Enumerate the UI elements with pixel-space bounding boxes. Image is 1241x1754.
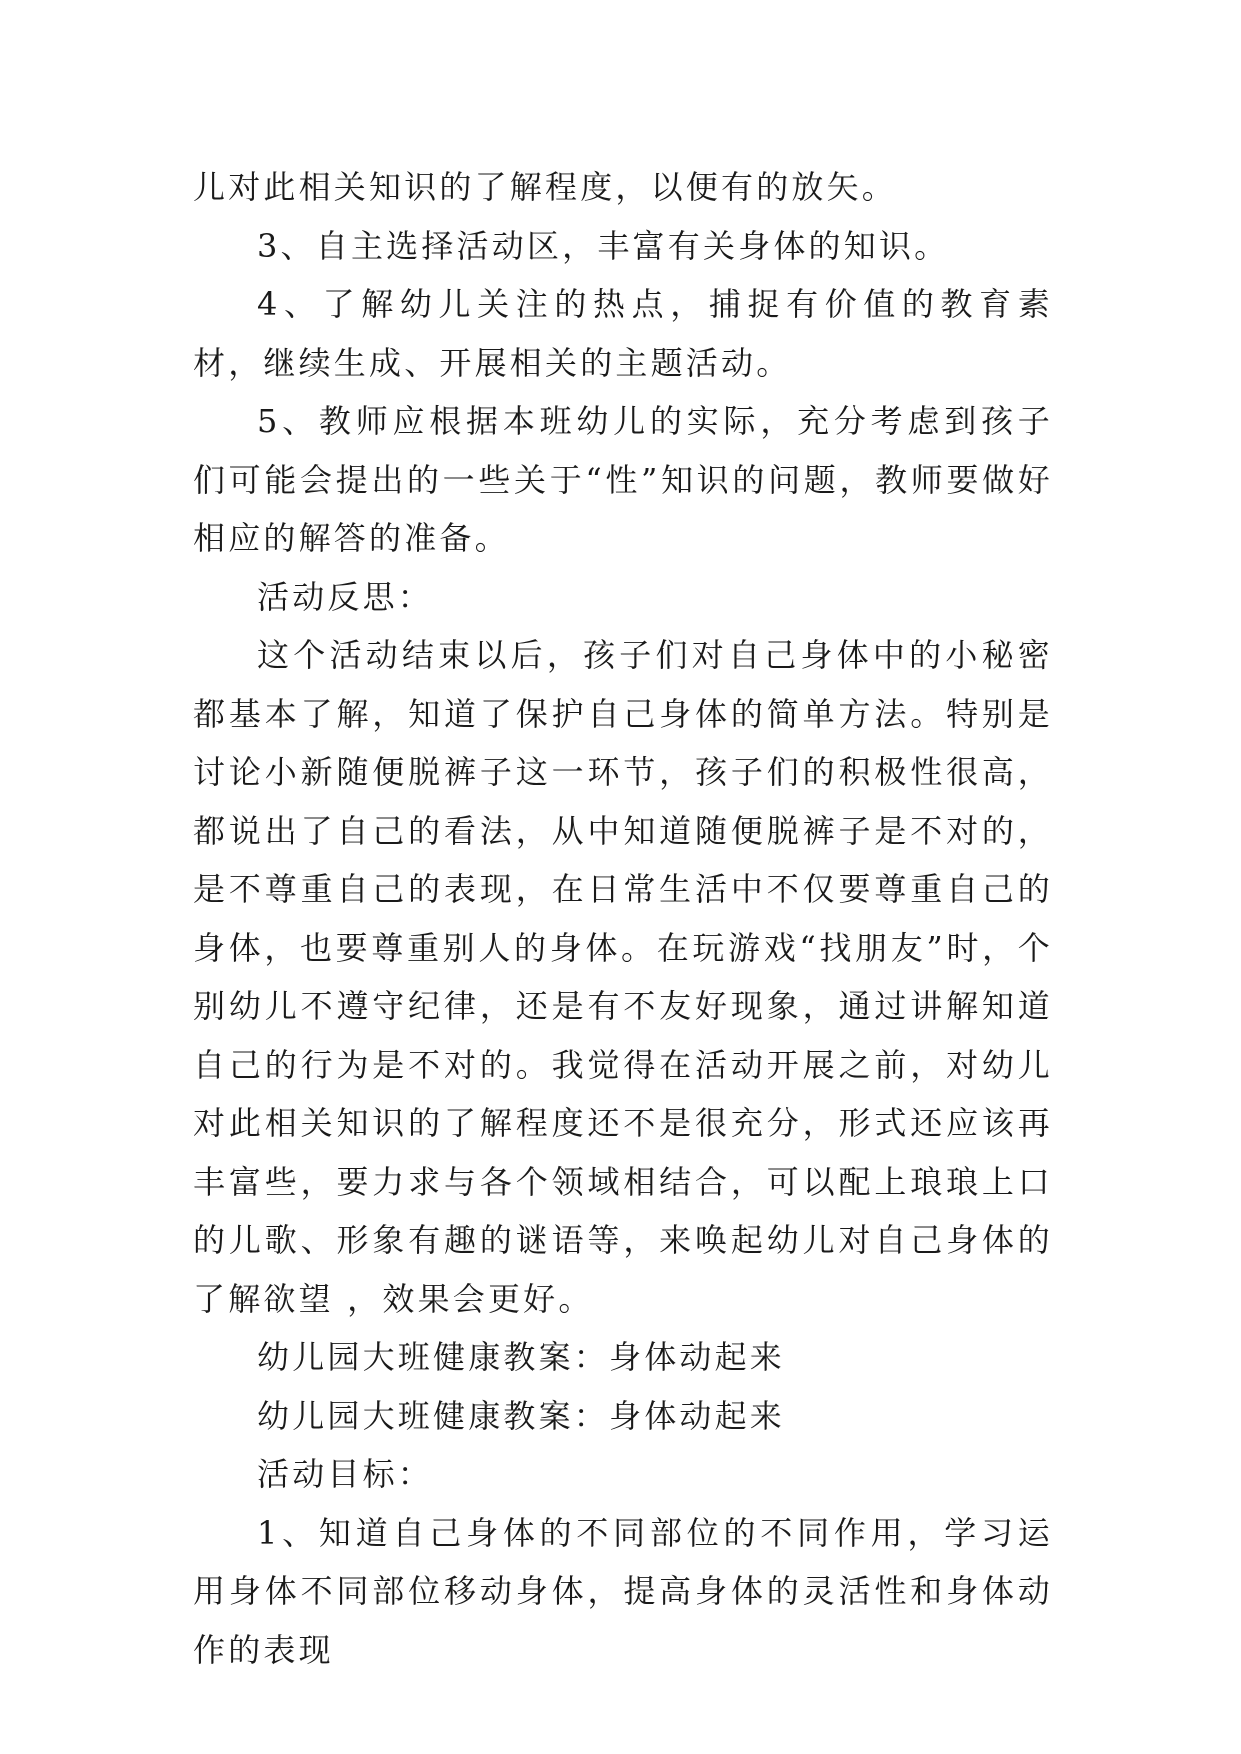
paragraph-reflection: 这个活动结束以后，孩子们对自己身体中的小秘密都基本了解，知道了保护自己身体的简单方法。特别是讨论小新随便脱裤子这一环节，孩子们的积极性很高，都说出了自己的看法，从中知道随便脱裤子是不对的，是不尊重自己的表现，在日常生活中不仅要尊重自己的身体，也要尊重别人的身体。在玩游戏“找朋友”时，个别幼儿不遵守纪律，还是有不友好现象，通过讲解知道自己的行为是不对的。我觉得在活动开展之前，对幼儿对此相关知识的了解程度还不是很充分，形式还应该再丰富些，要力求与各个领域相结合，可以配上琅琅上口的儿歌、形象有趣的谜语等，来唤起幼儿对自己身体的了解欲望 ，效果会更好。 [193, 636, 1053, 1318]
heading-activity-goals: 活动目标： [257, 1455, 434, 1493]
heading-activity-reflection: 活动反思： [257, 577, 434, 616]
paragraph-continued: 儿对此相关知识的了解程度，以便有的放矢。 [193, 168, 898, 206]
paragraph-item-4: 4、了解幼儿关注的热点，捕捉有价值的教育素材，继续生成、开展相关的主题活动。 [193, 285, 1053, 382]
heading-lesson-title-repeat: 幼儿园大班健康教案：身体动起来 [257, 1396, 786, 1435]
heading-lesson-title: 幼儿园大班健康教案：身体动起来 [257, 1338, 786, 1376]
paragraph-item-3: 3、自主选择活动区，丰富有关身体的知识。 [257, 226, 950, 265]
paragraph-goal-1: 1、知道自己身体的不同部位的不同作用，学习运用身体不同部位移动身体，提高身体的灵活性和身体动作的表现 [193, 1513, 1053, 1669]
document-body [193, 158, 1053, 1679]
paragraph-item-5: 5、教师应根据本班幼儿的实际，充分考虑到孩子们可能会提出的一些关于“性”知识的问题，教师要做好相应的解答的准备。 [193, 402, 1053, 557]
